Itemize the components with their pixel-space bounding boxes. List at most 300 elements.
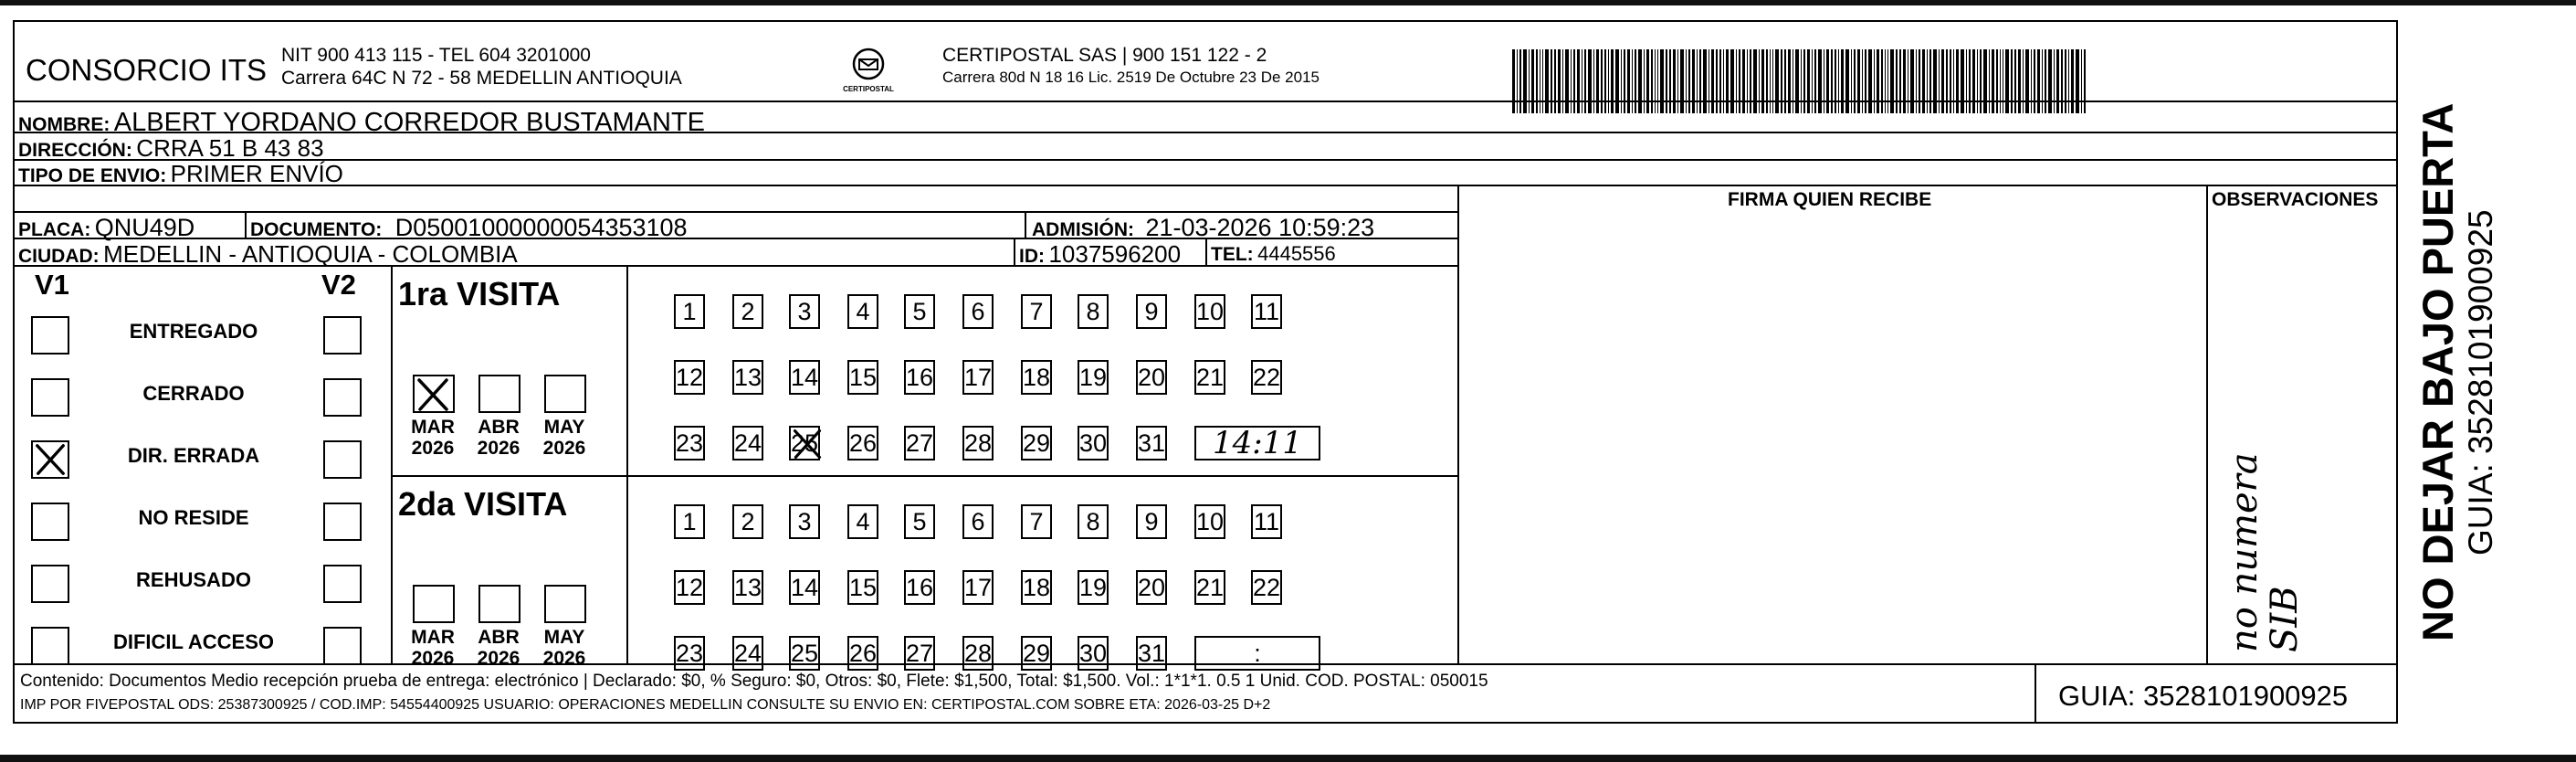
day-number: 13 xyxy=(734,364,762,391)
tipo-label: TIPO DE ENVIO: xyxy=(18,165,167,186)
barcode-bar xyxy=(1651,49,1653,113)
courier-line1: CERTIPOSTAL SAS | 900 151 122 - 2 xyxy=(942,45,1267,66)
day-number: 24 xyxy=(734,429,762,457)
day-box[interactable] xyxy=(904,360,935,395)
barcode-bar xyxy=(1601,49,1603,113)
month-name: ABR xyxy=(478,627,520,648)
tipo-value: PRIMER ENVÍO xyxy=(170,160,343,187)
barcode-bar xyxy=(1865,49,1866,113)
barcode-bar xyxy=(1596,49,1599,113)
barcode-bar xyxy=(2061,49,2063,113)
ciudad-value: MEDELLIN - ANTIOQUIA - COLOMBIA xyxy=(103,240,518,268)
barcode-bar xyxy=(1644,49,1645,113)
day-box[interactable] xyxy=(789,504,820,539)
v1-checkbox[interactable] xyxy=(31,565,69,603)
barcode-bar xyxy=(2042,49,2043,113)
barcode-bar xyxy=(1742,49,1745,113)
barcode-bar xyxy=(1826,49,1829,113)
day-number: 15 xyxy=(849,364,878,391)
v1-checkbox[interactable] xyxy=(31,627,69,665)
day-box[interactable] xyxy=(904,636,935,671)
day-number: 6 xyxy=(971,298,985,325)
barcode-bar xyxy=(1862,49,1863,113)
v1-checkbox[interactable] xyxy=(31,378,69,417)
day-number: 3 xyxy=(797,508,812,535)
barcode-bar xyxy=(1831,49,1833,113)
day-box[interactable] xyxy=(674,504,705,539)
barcode-bar xyxy=(1624,49,1625,113)
barcode-bar xyxy=(1919,49,1920,113)
v2-checkbox[interactable] xyxy=(323,565,362,603)
day-box[interactable] xyxy=(1136,426,1167,460)
day-box[interactable] xyxy=(1194,294,1225,329)
barcode-bar xyxy=(1512,49,1515,113)
day-number: 21 xyxy=(1196,364,1225,391)
month-year: 2026 xyxy=(477,648,520,669)
barcode-bar xyxy=(1723,49,1724,113)
day-box[interactable] xyxy=(962,570,994,605)
barcode-bar xyxy=(1927,49,1928,113)
day-number: 19 xyxy=(1079,574,1108,601)
day-box[interactable] xyxy=(1021,294,1052,329)
barcode-bar xyxy=(1730,49,1734,113)
month-year: 2026 xyxy=(411,648,455,669)
day-box[interactable] xyxy=(847,294,878,329)
day-box[interactable] xyxy=(1078,426,1109,460)
month-year: 2026 xyxy=(477,438,520,459)
barcode-bar xyxy=(1885,49,1886,113)
barcode-bar xyxy=(1788,49,1791,113)
day-box[interactable] xyxy=(962,636,994,671)
day-number: 5 xyxy=(912,298,927,325)
nombre-row xyxy=(18,110,705,136)
delivery-form xyxy=(13,20,2398,724)
barcode-bar xyxy=(1939,49,1940,113)
month-checkbox[interactable] xyxy=(544,585,586,623)
logo-caption: CERTIPOSTAL xyxy=(843,85,894,93)
barcode-bar xyxy=(1536,49,1538,113)
id-row xyxy=(1019,242,1181,266)
tel-value: 4445556 xyxy=(1257,242,1336,265)
barcode-bar xyxy=(1657,49,1658,113)
v2-header: V2 xyxy=(321,269,356,301)
day-box[interactable] xyxy=(1078,570,1109,605)
day-box[interactable] xyxy=(1194,504,1225,539)
barcode-bar xyxy=(2034,49,2035,113)
barcode-bar xyxy=(2011,49,2013,113)
v2-checkbox[interactable] xyxy=(323,440,362,479)
day-number: 22 xyxy=(1253,364,1281,391)
day-number: 10 xyxy=(1196,298,1225,325)
barcode-bar xyxy=(1753,49,1757,113)
v2-checkbox[interactable] xyxy=(323,378,362,417)
month-name: ABR xyxy=(478,417,520,438)
barcode-bar xyxy=(1551,49,1552,113)
day-box[interactable] xyxy=(674,570,705,605)
barcode-bar xyxy=(1716,49,1718,113)
top-edge xyxy=(0,0,2576,5)
day-box[interactable] xyxy=(1136,294,1167,329)
day-box[interactable] xyxy=(789,360,820,395)
day-number: 16 xyxy=(906,574,934,601)
barcode-bar xyxy=(1703,49,1707,113)
day-box[interactable] xyxy=(1078,504,1109,539)
barcode xyxy=(1512,49,2234,113)
barcode-bar xyxy=(1916,49,1917,113)
documento-label: DOCUMENTO: xyxy=(250,219,383,240)
barcode-bar xyxy=(1922,49,1925,113)
status-label: CERRADO xyxy=(142,382,245,405)
barcode-bar xyxy=(1877,49,1879,113)
barcode-bar xyxy=(1903,49,1906,113)
tipo-row xyxy=(18,162,343,185)
day-box[interactable] xyxy=(1251,504,1282,539)
day-number: 4 xyxy=(856,298,870,325)
time-box[interactable] xyxy=(1194,636,1320,671)
ciudad-row xyxy=(18,242,518,266)
day-box[interactable] xyxy=(732,426,763,460)
day-number: 12 xyxy=(676,364,704,391)
day-box[interactable] xyxy=(962,426,994,460)
month-checkbox[interactable] xyxy=(413,375,455,413)
month-checkbox[interactable] xyxy=(413,585,455,623)
day-number: 8 xyxy=(1086,508,1100,535)
month-name: MAY xyxy=(543,417,585,438)
barcode-bar xyxy=(1545,49,1549,113)
nombre-value: ALBERT YORDANO CORREDOR BUSTAMANTE xyxy=(113,108,706,137)
footer-content: Contenido: Documentos Medio recepción prueba de entrega: electrónico | Declarado: $0, % Seguro: $0, Otros: $0, Flete: $1,500, Total: $1,500. Vol.: 1*1*1. 0.5 1 Unid. COD. POSTAL: 050015 xyxy=(20,672,1488,691)
barcode-bar xyxy=(1666,49,1667,113)
day-box[interactable] xyxy=(847,426,878,460)
v2-checkbox[interactable] xyxy=(323,316,362,355)
day-number: 24 xyxy=(734,640,762,667)
barcode-bar xyxy=(1851,49,1852,113)
barcode-bar xyxy=(1818,49,1822,113)
day-number: 26 xyxy=(849,429,878,457)
day-number: 15 xyxy=(849,574,878,601)
barcode-bar xyxy=(1966,49,1967,113)
barcode-bar xyxy=(2076,49,2079,113)
barcode-bar xyxy=(1983,49,1987,113)
barcode-bar xyxy=(1784,49,1786,113)
barcode-bar xyxy=(1638,49,1642,113)
day-box[interactable] xyxy=(904,570,935,605)
barcode-bar xyxy=(1953,49,1954,113)
day-box[interactable] xyxy=(1251,294,1282,329)
month-checkbox[interactable] xyxy=(478,585,520,623)
barcode-bar xyxy=(1759,49,1760,113)
day-box[interactable] xyxy=(847,360,878,395)
month-checkbox[interactable] xyxy=(478,375,520,413)
v1-checkbox[interactable] xyxy=(31,316,69,355)
barcode-bar xyxy=(1835,49,1836,113)
day-number: 25 xyxy=(791,640,819,667)
day-number: 31 xyxy=(1138,640,1166,667)
barcode-bar xyxy=(1655,49,1656,113)
barcode-bar xyxy=(1956,49,1959,113)
barcode-bar xyxy=(1941,49,1944,113)
month-checkbox[interactable] xyxy=(544,375,586,413)
day-number: 9 xyxy=(1144,508,1159,535)
month-label xyxy=(405,417,460,459)
day-number: 27 xyxy=(906,429,934,457)
day-number: 6 xyxy=(971,508,985,535)
day-box[interactable] xyxy=(904,504,935,539)
side-guia: GUIA: 3528101900925 xyxy=(2462,209,2499,556)
month-name: MAR xyxy=(411,417,455,438)
placa-label: PLACA: xyxy=(18,219,91,240)
day-number: 2 xyxy=(741,508,755,535)
barcode-bar xyxy=(2014,49,2016,113)
day-box[interactable] xyxy=(847,504,878,539)
direccion-value: CRRA 51 B 43 83 xyxy=(136,134,324,162)
barcode-bar xyxy=(1772,49,1773,113)
day-box[interactable] xyxy=(962,504,994,539)
day-box[interactable] xyxy=(1251,360,1282,395)
day-number: 20 xyxy=(1138,364,1166,391)
barcode-bar xyxy=(1635,49,1636,113)
day-box[interactable] xyxy=(732,636,763,671)
barcode-bar xyxy=(1660,49,1664,113)
day-box[interactable] xyxy=(1021,504,1052,539)
barcode-bar xyxy=(1699,49,1701,113)
barcode-bar xyxy=(2045,49,2046,113)
barcode-bar xyxy=(1686,49,1687,113)
status-label: DIFICIL ACCESO xyxy=(112,630,274,653)
v1-header: V1 xyxy=(35,269,69,301)
barcode-bar xyxy=(1611,49,1614,113)
day-box[interactable] xyxy=(674,294,705,329)
documento-value: D05001000000054353108 xyxy=(394,214,688,241)
status-label: REHUSADO xyxy=(136,568,251,591)
barcode-bar xyxy=(1992,49,1994,113)
barcode-bar xyxy=(2025,49,2029,113)
day-box[interactable] xyxy=(1194,570,1225,605)
barcode-bar xyxy=(1558,49,1561,113)
barcode-bar xyxy=(2065,49,2066,113)
day-number: 10 xyxy=(1196,508,1225,535)
barcode-bar xyxy=(2000,49,2001,113)
barcode-bar xyxy=(1692,49,1695,113)
barcode-bar xyxy=(1736,49,1737,113)
company-nit: NIT 900 413 115 - TEL 604 3201000 xyxy=(281,45,591,66)
status-label: NO RESIDE xyxy=(138,506,249,529)
barcode-bar xyxy=(1801,49,1802,113)
day-number: 22 xyxy=(1253,574,1281,601)
barcode-bar xyxy=(1531,49,1534,113)
barcode-bar xyxy=(1899,49,1901,113)
day-number: 30 xyxy=(1079,429,1108,457)
day-box[interactable] xyxy=(1078,636,1109,671)
day-box[interactable] xyxy=(847,570,878,605)
day-number: 13 xyxy=(734,574,762,601)
firma-header: FIRMA QUIEN RECIBE xyxy=(1728,189,1932,210)
side-notice: NO DEJAR BAJO PUERTA xyxy=(2413,102,2462,641)
barcode-bar xyxy=(1950,49,1951,113)
barcode-bar xyxy=(1841,49,1844,113)
courier-line2: Carrera 80d N 18 16 Lic. 2519 De Octubre 23 De 2015 xyxy=(942,69,1320,86)
day-number: 7 xyxy=(1029,298,1044,325)
day-box[interactable] xyxy=(1078,294,1109,329)
barcode-bar xyxy=(1621,49,1622,113)
barcode-bar xyxy=(1874,49,1875,113)
barcode-bar xyxy=(1608,49,1609,113)
month-label xyxy=(471,627,526,669)
day-box[interactable] xyxy=(732,360,763,395)
company-address: Carrera 64C N 72 - 58 MEDELLIN ANTIOQUIA xyxy=(281,68,682,89)
day-number: 26 xyxy=(849,640,878,667)
day-box[interactable] xyxy=(1136,360,1167,395)
day-box[interactable] xyxy=(847,636,878,671)
barcode-bar xyxy=(1646,49,1649,113)
barcode-bar xyxy=(1969,49,1971,113)
barcode-bar xyxy=(1680,49,1684,113)
barcode-bar xyxy=(2054,49,2055,113)
day-box[interactable] xyxy=(904,294,935,329)
day-box[interactable] xyxy=(1194,360,1225,395)
barcode-bar xyxy=(1857,49,1860,113)
barcode-bar xyxy=(1604,49,1606,113)
barcode-bar xyxy=(2031,49,2032,113)
day-box[interactable] xyxy=(962,294,994,329)
v2-checkbox[interactable] xyxy=(323,627,362,665)
barcode-bar xyxy=(1554,49,1556,113)
day-box[interactable] xyxy=(1136,636,1167,671)
day-box[interactable] xyxy=(732,504,763,539)
tel-label: TEL: xyxy=(1211,244,1254,265)
barcode-bar xyxy=(2037,49,2040,113)
day-number: 14 xyxy=(791,574,819,601)
observaciones-hand-line1: no numera xyxy=(2224,452,2266,652)
barcode-bar xyxy=(1890,49,1894,113)
day-box[interactable] xyxy=(962,360,994,395)
barcode-bar xyxy=(1996,49,1998,113)
v2-checkbox[interactable] xyxy=(323,503,362,541)
certipostal-logo xyxy=(836,44,900,99)
barcode-bar xyxy=(1977,49,1978,113)
barcode-bar xyxy=(1739,49,1740,113)
barcode-bar xyxy=(1593,49,1594,113)
barcode-bar xyxy=(1896,49,1898,113)
barcode-bar xyxy=(1887,49,1888,113)
day-number: 30 xyxy=(1079,640,1108,667)
month-label xyxy=(537,627,592,669)
day-box[interactable] xyxy=(674,636,705,671)
id-value: 1037596200 xyxy=(1048,240,1182,268)
barcode-bar xyxy=(1795,49,1799,113)
day-box[interactable] xyxy=(674,360,705,395)
day-number: 28 xyxy=(964,640,993,667)
barcode-bar xyxy=(1542,49,1543,113)
day-number: 16 xyxy=(906,364,934,391)
barcode-bar xyxy=(1669,49,1671,113)
day-box[interactable] xyxy=(674,426,705,460)
day-number: 3 xyxy=(797,298,812,325)
x-mark-icon xyxy=(33,442,68,477)
day-number: 7 xyxy=(1029,508,1044,535)
day-box[interactable] xyxy=(904,426,935,460)
day-number: 23 xyxy=(676,429,704,457)
direccion-row xyxy=(18,136,324,160)
barcode-bar xyxy=(1565,49,1569,113)
observaciones-hand-line2: SIB xyxy=(2264,586,2306,652)
admision-label: ADMISIÓN: xyxy=(1032,219,1134,240)
day-box[interactable] xyxy=(1021,360,1052,395)
barcode-bar xyxy=(1933,49,1937,113)
day-number: 1 xyxy=(682,298,697,325)
day-box[interactable] xyxy=(1078,360,1109,395)
time-value: : xyxy=(1254,640,1261,667)
barcode-bar xyxy=(1750,49,1751,113)
barcode-bar xyxy=(1807,49,1810,113)
day-box[interactable] xyxy=(789,636,820,671)
barcode-bar xyxy=(1677,49,1678,113)
barcode-bar xyxy=(1910,49,1914,113)
day-box[interactable] xyxy=(1021,636,1052,671)
v1-checkbox[interactable] xyxy=(31,503,69,541)
nombre-label: NOMBRE: xyxy=(18,114,110,135)
v1-checkbox[interactable] xyxy=(31,440,69,479)
barcode-bar xyxy=(2023,49,2024,113)
status-label: DIR. ERRADA xyxy=(127,444,260,467)
barcode-bar xyxy=(1814,49,1816,113)
barcode-bar xyxy=(1726,49,1729,113)
barcode-bar xyxy=(1673,49,1676,113)
day-number: 18 xyxy=(1023,574,1051,601)
barcode-bar xyxy=(1588,49,1592,113)
day-box[interactable] xyxy=(1021,426,1052,460)
day-box[interactable] xyxy=(789,570,820,605)
barcode-bar xyxy=(1571,49,1572,113)
barcode-bar xyxy=(1697,49,1698,113)
placa-value: QNU49D xyxy=(94,214,195,241)
barcode-bar xyxy=(1775,49,1779,113)
barcode-bar xyxy=(1766,49,1768,113)
day-box[interactable] xyxy=(789,294,820,329)
day-number: 12 xyxy=(676,574,704,601)
day-number: 27 xyxy=(906,640,934,667)
time-box[interactable] xyxy=(1194,426,1320,460)
day-number: 8 xyxy=(1086,298,1100,325)
day-box[interactable] xyxy=(1136,570,1167,605)
barcode-bar xyxy=(1989,49,1990,113)
barcode-bar xyxy=(1584,49,1586,113)
barcode-bar xyxy=(2081,49,2082,113)
barcode-bar xyxy=(1632,49,1633,113)
day-number: 23 xyxy=(676,640,704,667)
day-box[interactable] xyxy=(732,570,763,605)
barcode-bar xyxy=(1929,49,1931,113)
day-box[interactable] xyxy=(1251,570,1282,605)
day-box[interactable] xyxy=(732,294,763,329)
barcode-bar xyxy=(2071,49,2074,113)
barcode-bar xyxy=(1868,49,1872,113)
day-number: 31 xyxy=(1138,429,1166,457)
barcode-bar xyxy=(1770,49,1771,113)
barcode-bar xyxy=(1573,49,1575,113)
day-number: 29 xyxy=(1023,640,1051,667)
barcode-bar xyxy=(1711,49,1714,113)
day-box[interactable] xyxy=(1021,570,1052,605)
day-box[interactable] xyxy=(789,426,820,460)
time-value: 14:11 xyxy=(1213,425,1302,461)
company-name: CONSORCIO ITS xyxy=(26,53,268,87)
barcode-bar xyxy=(1562,49,1563,113)
barcode-bar xyxy=(2048,49,2052,113)
day-number: 5 xyxy=(912,508,927,535)
barcode-bar xyxy=(1761,49,1764,113)
day-box[interactable] xyxy=(1136,504,1167,539)
